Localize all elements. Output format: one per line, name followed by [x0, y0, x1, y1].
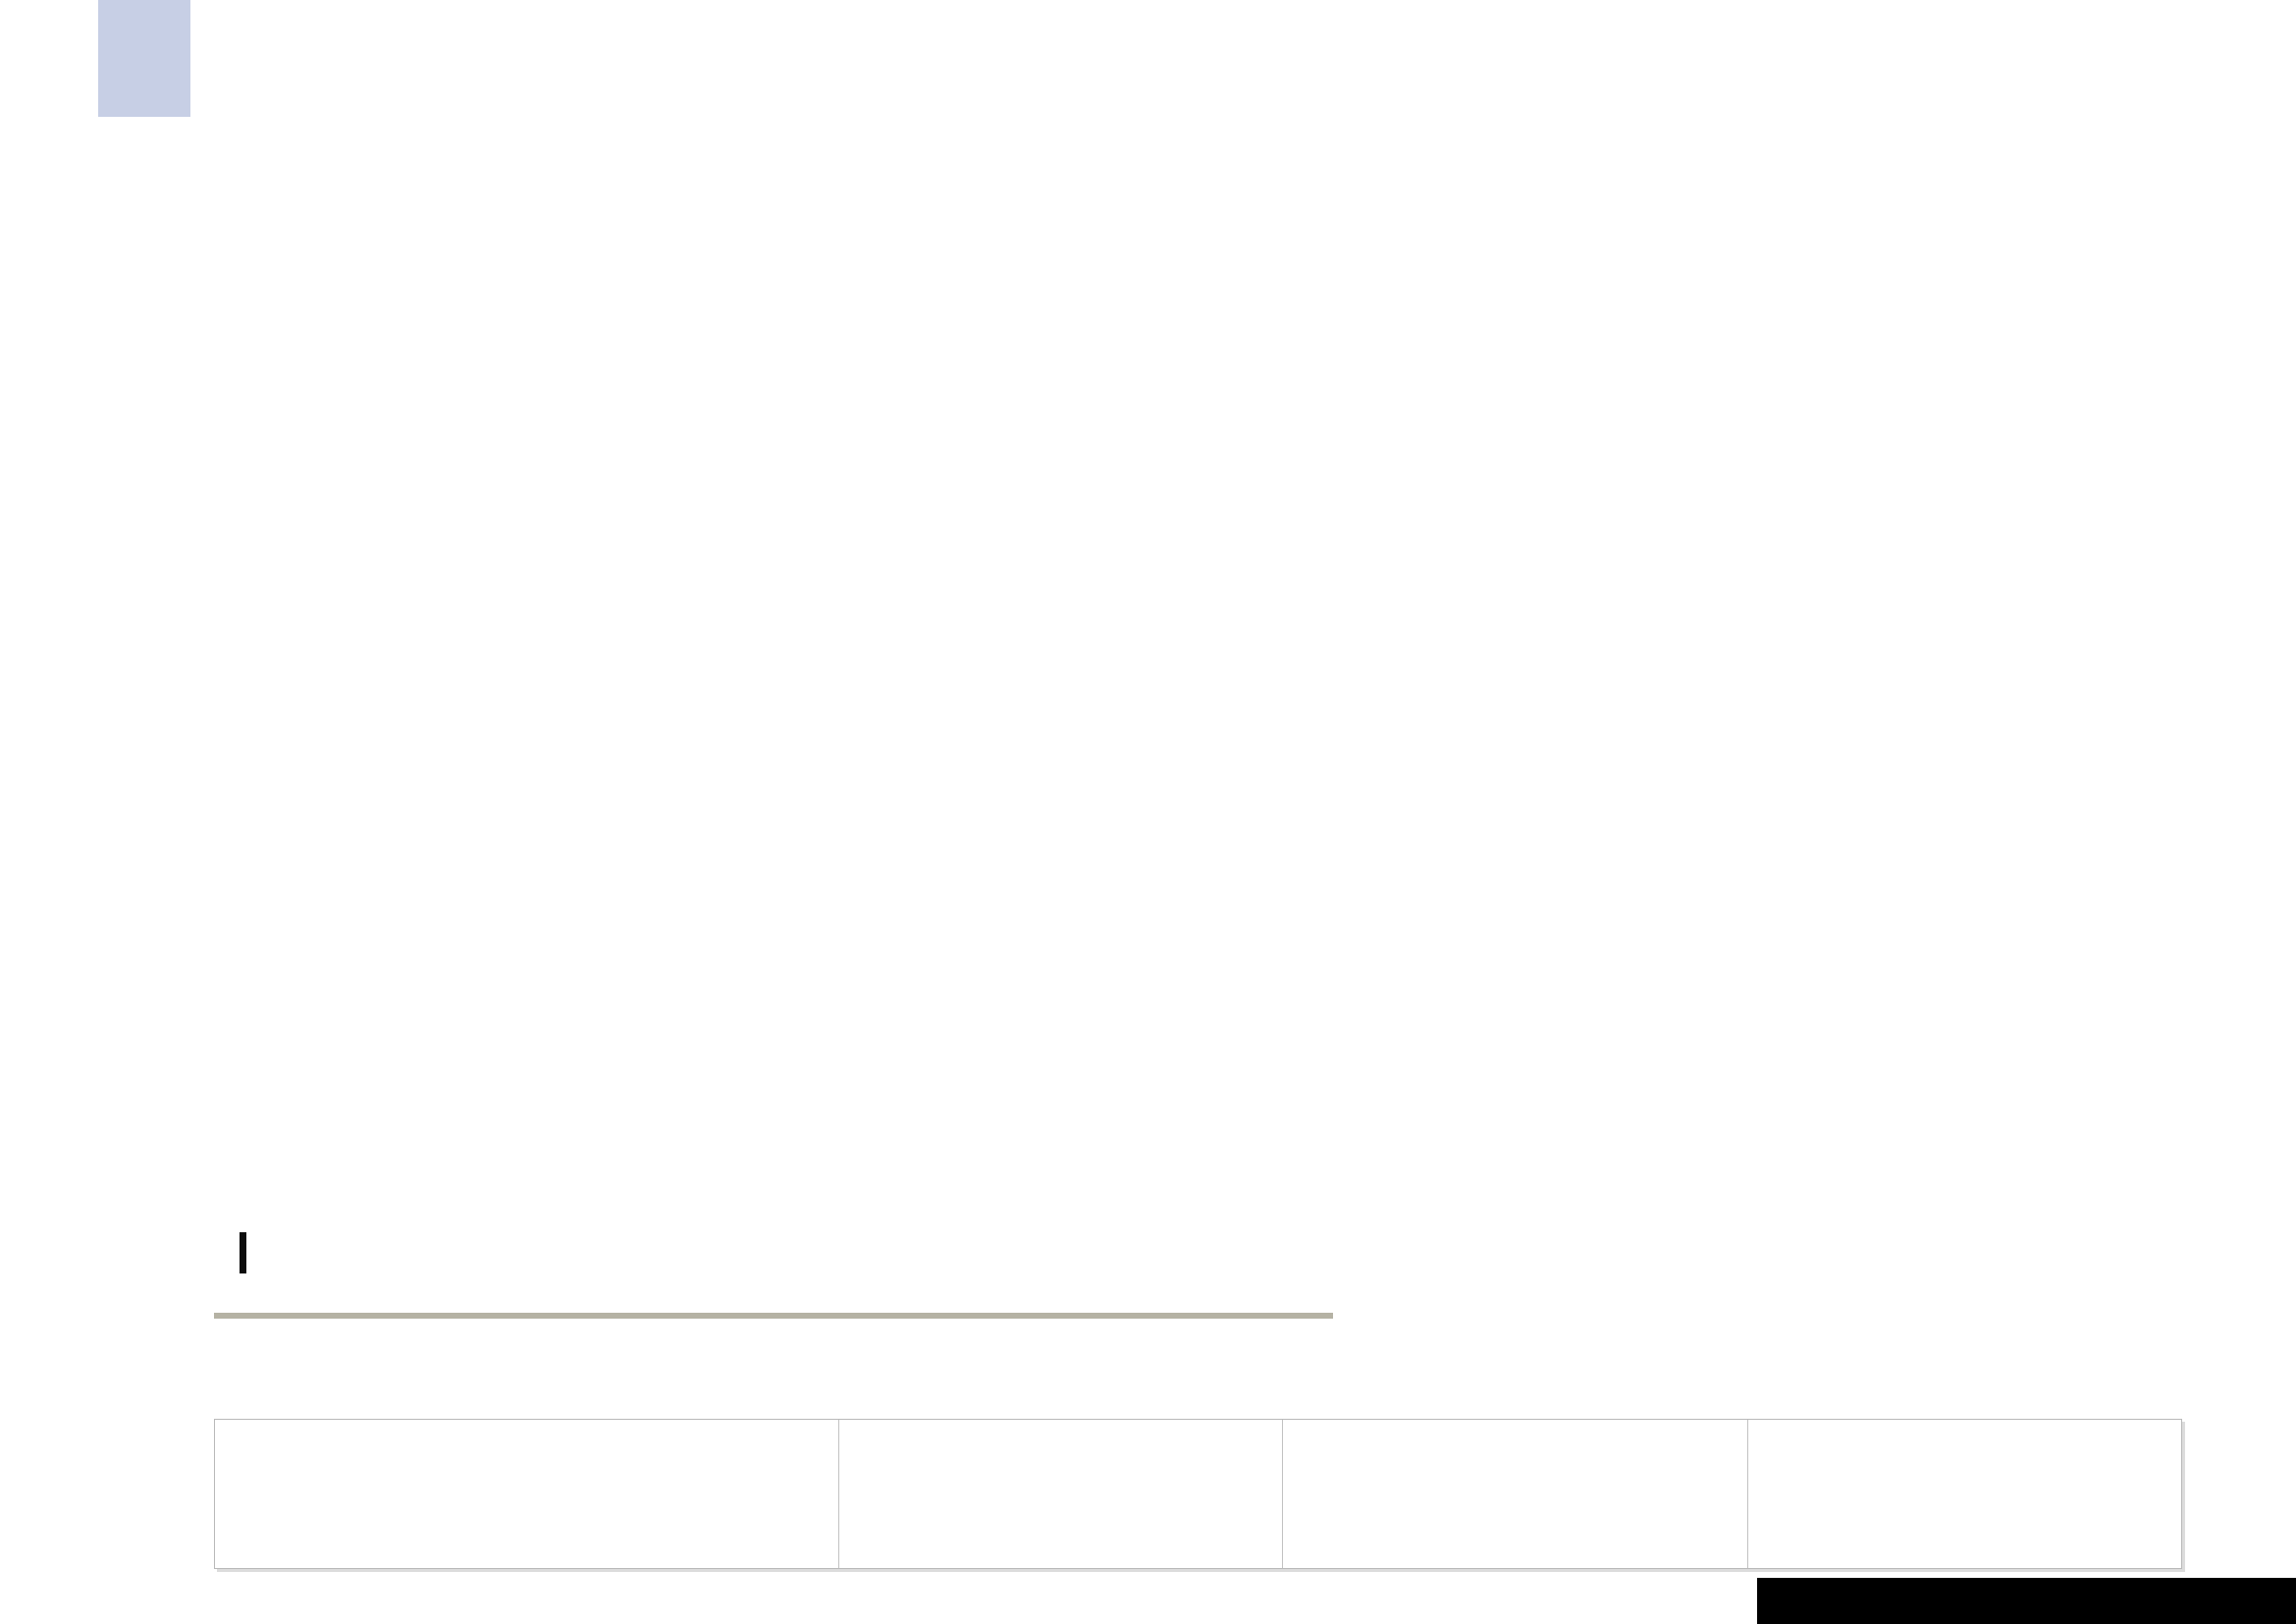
plan-title [214, 1232, 272, 1279]
title-underline [214, 1313, 1333, 1319]
scale-bar [1283, 1420, 1747, 1568]
legend-scale-cell [1282, 1420, 1747, 1568]
legend-table [214, 1419, 2182, 1569]
legend-boundary-cell [1747, 1420, 2183, 1568]
legend-window-cell [215, 1420, 838, 1568]
title-separator-bar [240, 1232, 246, 1273]
watermark-banner [1757, 1578, 2296, 1624]
legend-windows-note-cell [838, 1420, 1282, 1568]
